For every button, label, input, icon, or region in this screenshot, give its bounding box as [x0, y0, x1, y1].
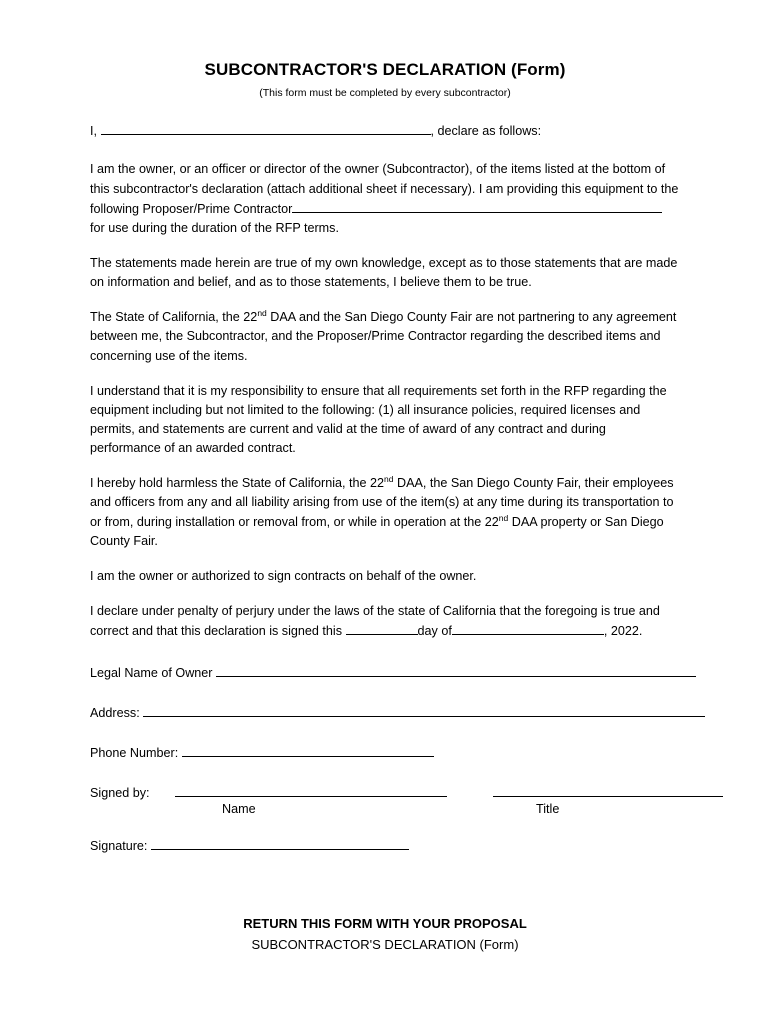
signature-captions [90, 802, 680, 818]
p5-ordinal-2: nd [498, 512, 509, 523]
signature-row [90, 836, 680, 853]
page-subtitle: (This form must be completed by every subcontractor) [259, 87, 511, 100]
p5-part-b: DAA, the San Diego County Fair, their employees and officers from any and all liability arising from use of the item(s) at any time during its transportation to or from, during installation or removal from, or while in operation at the 22 [90, 476, 674, 529]
phone-row [90, 743, 680, 760]
signed-by-row [90, 783, 680, 800]
p3-part-b: DAA and the San Diego County Fair are not partnering to any agreement between me, the Subcontractor, and the Proposer/Prime Contractor regarding the described items and concerning use of the items. [90, 310, 677, 363]
address-row [90, 703, 680, 720]
month-blank[interactable] [452, 621, 604, 635]
p5-part-c: DAA property or San Diego County Fair. [90, 514, 664, 548]
document-body [46, 121, 724, 853]
signed-by-name-input[interactable] [175, 783, 447, 797]
signed-by-label: Signed by: [90, 786, 150, 801]
p5-ordinal-1: nd [384, 474, 394, 485]
legal-name-row [90, 663, 680, 680]
page-title: SUBCONTRACTOR'S DECLARATION (Form) [204, 60, 566, 79]
paragraph-perjury [90, 602, 680, 641]
signed-by-title-input[interactable] [493, 783, 723, 797]
footer-form-name: SUBCONTRACTOR'S DECLARATION (Form) [251, 937, 519, 952]
paragraph-ownership-text-2: for use during the duration of the RFP terms. [90, 220, 339, 235]
name-caption: Name [222, 802, 256, 817]
address-input[interactable] [143, 703, 705, 717]
paragraph-no-partnering [90, 308, 680, 365]
signature-fields [90, 663, 680, 853]
p7-part-c: , 2022. [603, 624, 643, 639]
signature-label: Signature: [90, 839, 148, 854]
title-caption: Title [536, 802, 560, 817]
document-footer [0, 916, 770, 952]
declare-prefix: I, [90, 124, 101, 139]
day-blank[interactable] [346, 621, 418, 635]
phone-label: Phone Number: [90, 746, 179, 761]
signature-input[interactable] [151, 836, 409, 850]
paragraph-ownership [90, 160, 680, 238]
p3-ordinal: nd [257, 308, 267, 319]
declarant-line [90, 121, 680, 138]
paragraph-hold-harmless [90, 474, 680, 551]
paragraph-statements: The statements made herein are true of my own knowledge, except as to those statements that are made on information and belief, and as to those statements, I believe them to be true. [90, 255, 678, 290]
p3-part-a: The State of California, the 22 [90, 310, 258, 325]
p7-part-b: day of [417, 624, 452, 639]
legal-name-label: Legal Name of Owner [90, 666, 213, 681]
paragraph-authority: I am the owner or authorized to sign contracts on behalf of the owner. [90, 568, 477, 583]
prime-contractor-blank[interactable] [292, 199, 662, 213]
p5-part-a: I hereby hold harmless the State of California, the 22 [90, 476, 385, 491]
footer-instruction: RETURN THIS FORM WITH YOUR PROPOSAL [243, 916, 527, 931]
address-label: Address: [90, 706, 140, 721]
declarant-name-blank[interactable] [101, 121, 431, 135]
declare-suffix: , declare as follows: [430, 124, 542, 139]
paragraph-ownership-text: I am the owner, or an officer or director of the owner (Subcontractor), of the items listed at the bottom of this subcontractor's declaration (attach additional sheet if necessary). I am providing this equipment to the following Proposer/Prime Contractor [90, 162, 679, 216]
paragraph-responsibility: I understand that it is my responsibility to ensure that all requirements set forth in the RFP regarding the equipment including but not limited to the following: (1) all insurance policies, required licenses and permits, and statements are current and valid at the time of award of any contract and during performance of an awarded contract. [90, 383, 667, 456]
p7-part-a: I declare under penalty of perjury under the laws of the state of California that the foregoing is true and correct and that this declaration is signed this [90, 603, 660, 639]
legal-name-input[interactable] [216, 663, 696, 677]
phone-input[interactable] [182, 743, 434, 757]
